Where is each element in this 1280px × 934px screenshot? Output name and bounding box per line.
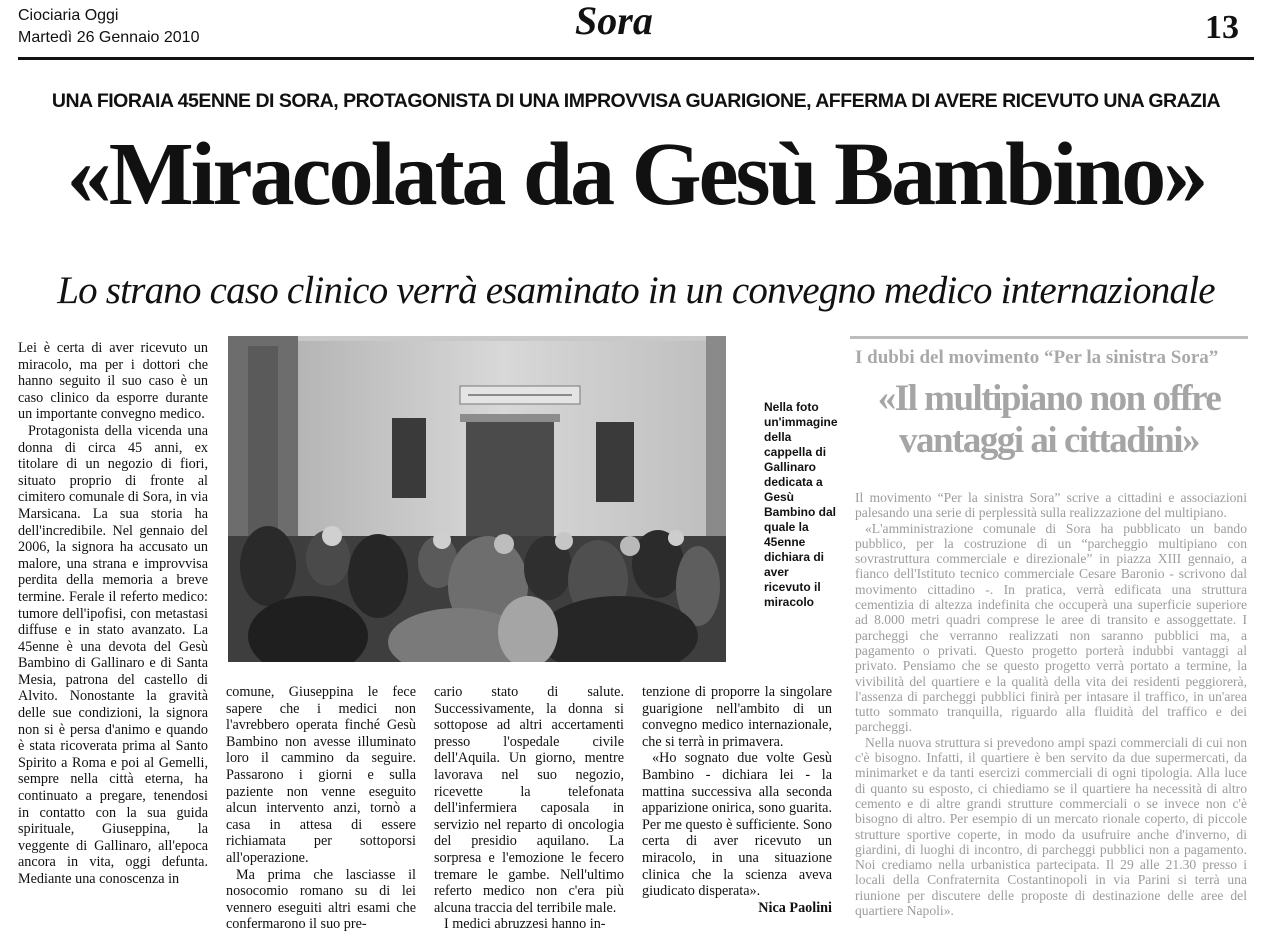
- masthead-rule: [18, 57, 1254, 60]
- article-paragraph: Protagonista della vicenda una donna di circa 45 anni, ex titolare di un negozio di fiori, situato proprio di fronte al cimitero comunale di Sora, in via Marsicana. La sua storia ha dell'incredibile. Nel gennaio del 2006, la signora ha accusato un malore, una strana e improvvisa perdita della memoria a breve termine. Ferale il referto medico: tumore dell'ipofisi, con metastasi diffuse e in stato avanzato. La 45enne è una devota del Gesù Bambino di Gallinaro e di Santa Mesia, patrona del castello di Alvito. Nonostante la gravità delle sue condizioni, la signora non si è persa d'animo e quando è stata ricoverata prima al Santo Spirito a Roma e poi al Gemelli, sempre nella città eterna, ha continuato a pregare, tenendosi in contatto con la sua guida spirituale, Giuseppina, la veggente di Gallinaro, all'epoca ancora in vita, oggi defunta. Mediante una conoscenza in: [18, 422, 208, 887]
- article-byline: Nica Paolini: [758, 899, 832, 916]
- page-number: 13: [1205, 9, 1239, 46]
- article-photo: [228, 336, 726, 662]
- publication-date: Martedì 26 Gennaio 2010: [18, 29, 200, 46]
- article-column-2: [226, 684, 416, 933]
- article-column-3: [434, 684, 624, 933]
- sidebar-body: [855, 490, 1247, 918]
- article-headline: «Miracolata da Gesù Bambino»: [66, 125, 1206, 224]
- article-paragraph: tenzione di proporre la singolare guarigione nell'ambito di un convegno medico internazionale, che si terrà in primavera.: [642, 684, 832, 750]
- article-column-4: [642, 684, 832, 916]
- sidebar-kicker: I dubbi del movimento “Per la sinistra Sora”: [855, 347, 1219, 368]
- article-paragraph: Ma prima che lasciasse il nosocomio romano su di lei vennero eseguiti altri esami che confermarono il suo pre-: [226, 866, 416, 933]
- article-paragraph: cario stato di salute. Successivamente, la donna si sottopose ad altri accertamenti presso l'ospedale civile dell'Aquila. Un giorno, mentre lavorava nel suo negozio, ricevette la telefonata dell'infermiera caposala in servizio nel reparto di oncologia del presidio aquilano. La sorpresa e l'emozione le fecero tremare le gambe. Nell'ultimo referto medico non c'era più alcuna traccia del terribile male.: [434, 684, 624, 916]
- sidebar-title: «Il multipiano non offre vantaggi ai cittadini»: [877, 378, 1221, 461]
- chapel-crowd-photo: [228, 336, 726, 662]
- article-column-1: [18, 340, 208, 888]
- article-kicker: UNA FIORAIA 45ENNE DI SORA, PROTAGONISTA DI UNA IMPROVVISA GUARIGIONE, AFFERMA DI AVERE RICEVUTO UNA GRAZIA: [51, 90, 1221, 112]
- masthead-publication: [18, 5, 199, 49]
- publication-name: Ciociaria Oggi: [18, 7, 119, 24]
- article-paragraph: comune, Giuseppina le fece sapere che i medici non l'avrebbero operata finché Gesù Bambino non avesse illuminato loro il cammino da seguire. Passarono i giorni e sulla paziente non venne eseguito alcun intervento anzi, tornò a casa in attesa di essere richiamata per sottoporsi all'operazione.: [226, 684, 416, 866]
- photo-caption: Nella foto un'immagine della cappella di Gallinaro dedicata a Gesù Bambino dal quale la 45enne dichiara di aver ricevuto il miracolo: [764, 400, 838, 609]
- sidebar-paragraph: Il movimento “Per la sinistra Sora” scrive a cittadini e associazioni palesando una serie di perplessità sulla realizzazione del multipiano.: [855, 490, 1247, 521]
- section-name: Sora: [575, 0, 653, 43]
- sidebar-paragraph: «L'amministrazione comunale di Sora ha pubblicato un bando pubblico, per la costruzione di un “parcheggio multipiano con sovrastruttura commerciale e direzionale” in piazza XIII gennaio, a fianco dell'Istituto tecnico commerciale Cesare Baronio - scrivono dal movimento cittadino -. In pratica, verrà edificata una struttura cementizia di altezza indefinita che occuperà una superficie superiore ad 8.000 metri quadri comprese le aree di transito e assoggettate. I parcheggi che verranno realizzati non saranno pubblici ma, a pagamento o privati. Questo progetto porterà indubbi vantaggi al privato. Pensiamo che se questo progetto verrà portato a termine, la vivibilità del quartiere e la qualità della vita dei residenti peggiorerà, l'assenza di parcheggi pubblici finirà per intasare il traffico, in un'area tutto sommato tranquilla, riguardo alla fluidità del traffico e dei parcheggi.: [855, 520, 1247, 735]
- article-paragraph: Lei è certa di aver ricevuto un miracolo, ma per i dottori che hanno seguito il suo caso è un caso clinico da esporre durante un importante convegno medico.: [18, 340, 208, 423]
- article-paragraph: «Ho sognato due volte Gesù Bambino - dichiara lei - la mattina successiva alla seconda apparizione onirica, sono guarita. Per me questo è sufficiente. Sono certa di aver ricevuto un miracolo, in una situazione clinica che la scienza aveva giudicato disperata».: [642, 750, 832, 900]
- sidebar-paragraph: Nella nuova struttura si prevedono ampi spazi commerciali di cui non c'è bisogno. Infatti, il quartiere è ben servito da due supermercati, da minimarket e da tanti esercizi commerciali di ogni tipologia. Alla luce di quanto su esposto, ci chiediamo se il quartiere ha necessità di altro cemento e di altre grandi strutture commerciali o se invece non c'è bisogno di altro. Per esempio di un mercato rionale coperto, di piccole strutture sportive coperte, in modo da usufruire anche d'inverno, di giardini, di luoghi di incontro, di parcheggi pubblici non a pagamento. Noi crediamo nella urbanistica partecipata. Il 29 alle 21.30 presso i locali della Confraternita Costantinopoli in via Parini si terrà una riunione per discutere delle proposte di destinazione delle aree del quartiere Napoli».: [855, 734, 1247, 919]
- article-subheadline: Lo strano caso clinico verrà esaminato in un convegno medico internazionale: [57, 269, 1215, 312]
- article-paragraph: I medici abruzzesi hanno in-: [444, 916, 606, 933]
- sidebar-rule: [850, 336, 1248, 339]
